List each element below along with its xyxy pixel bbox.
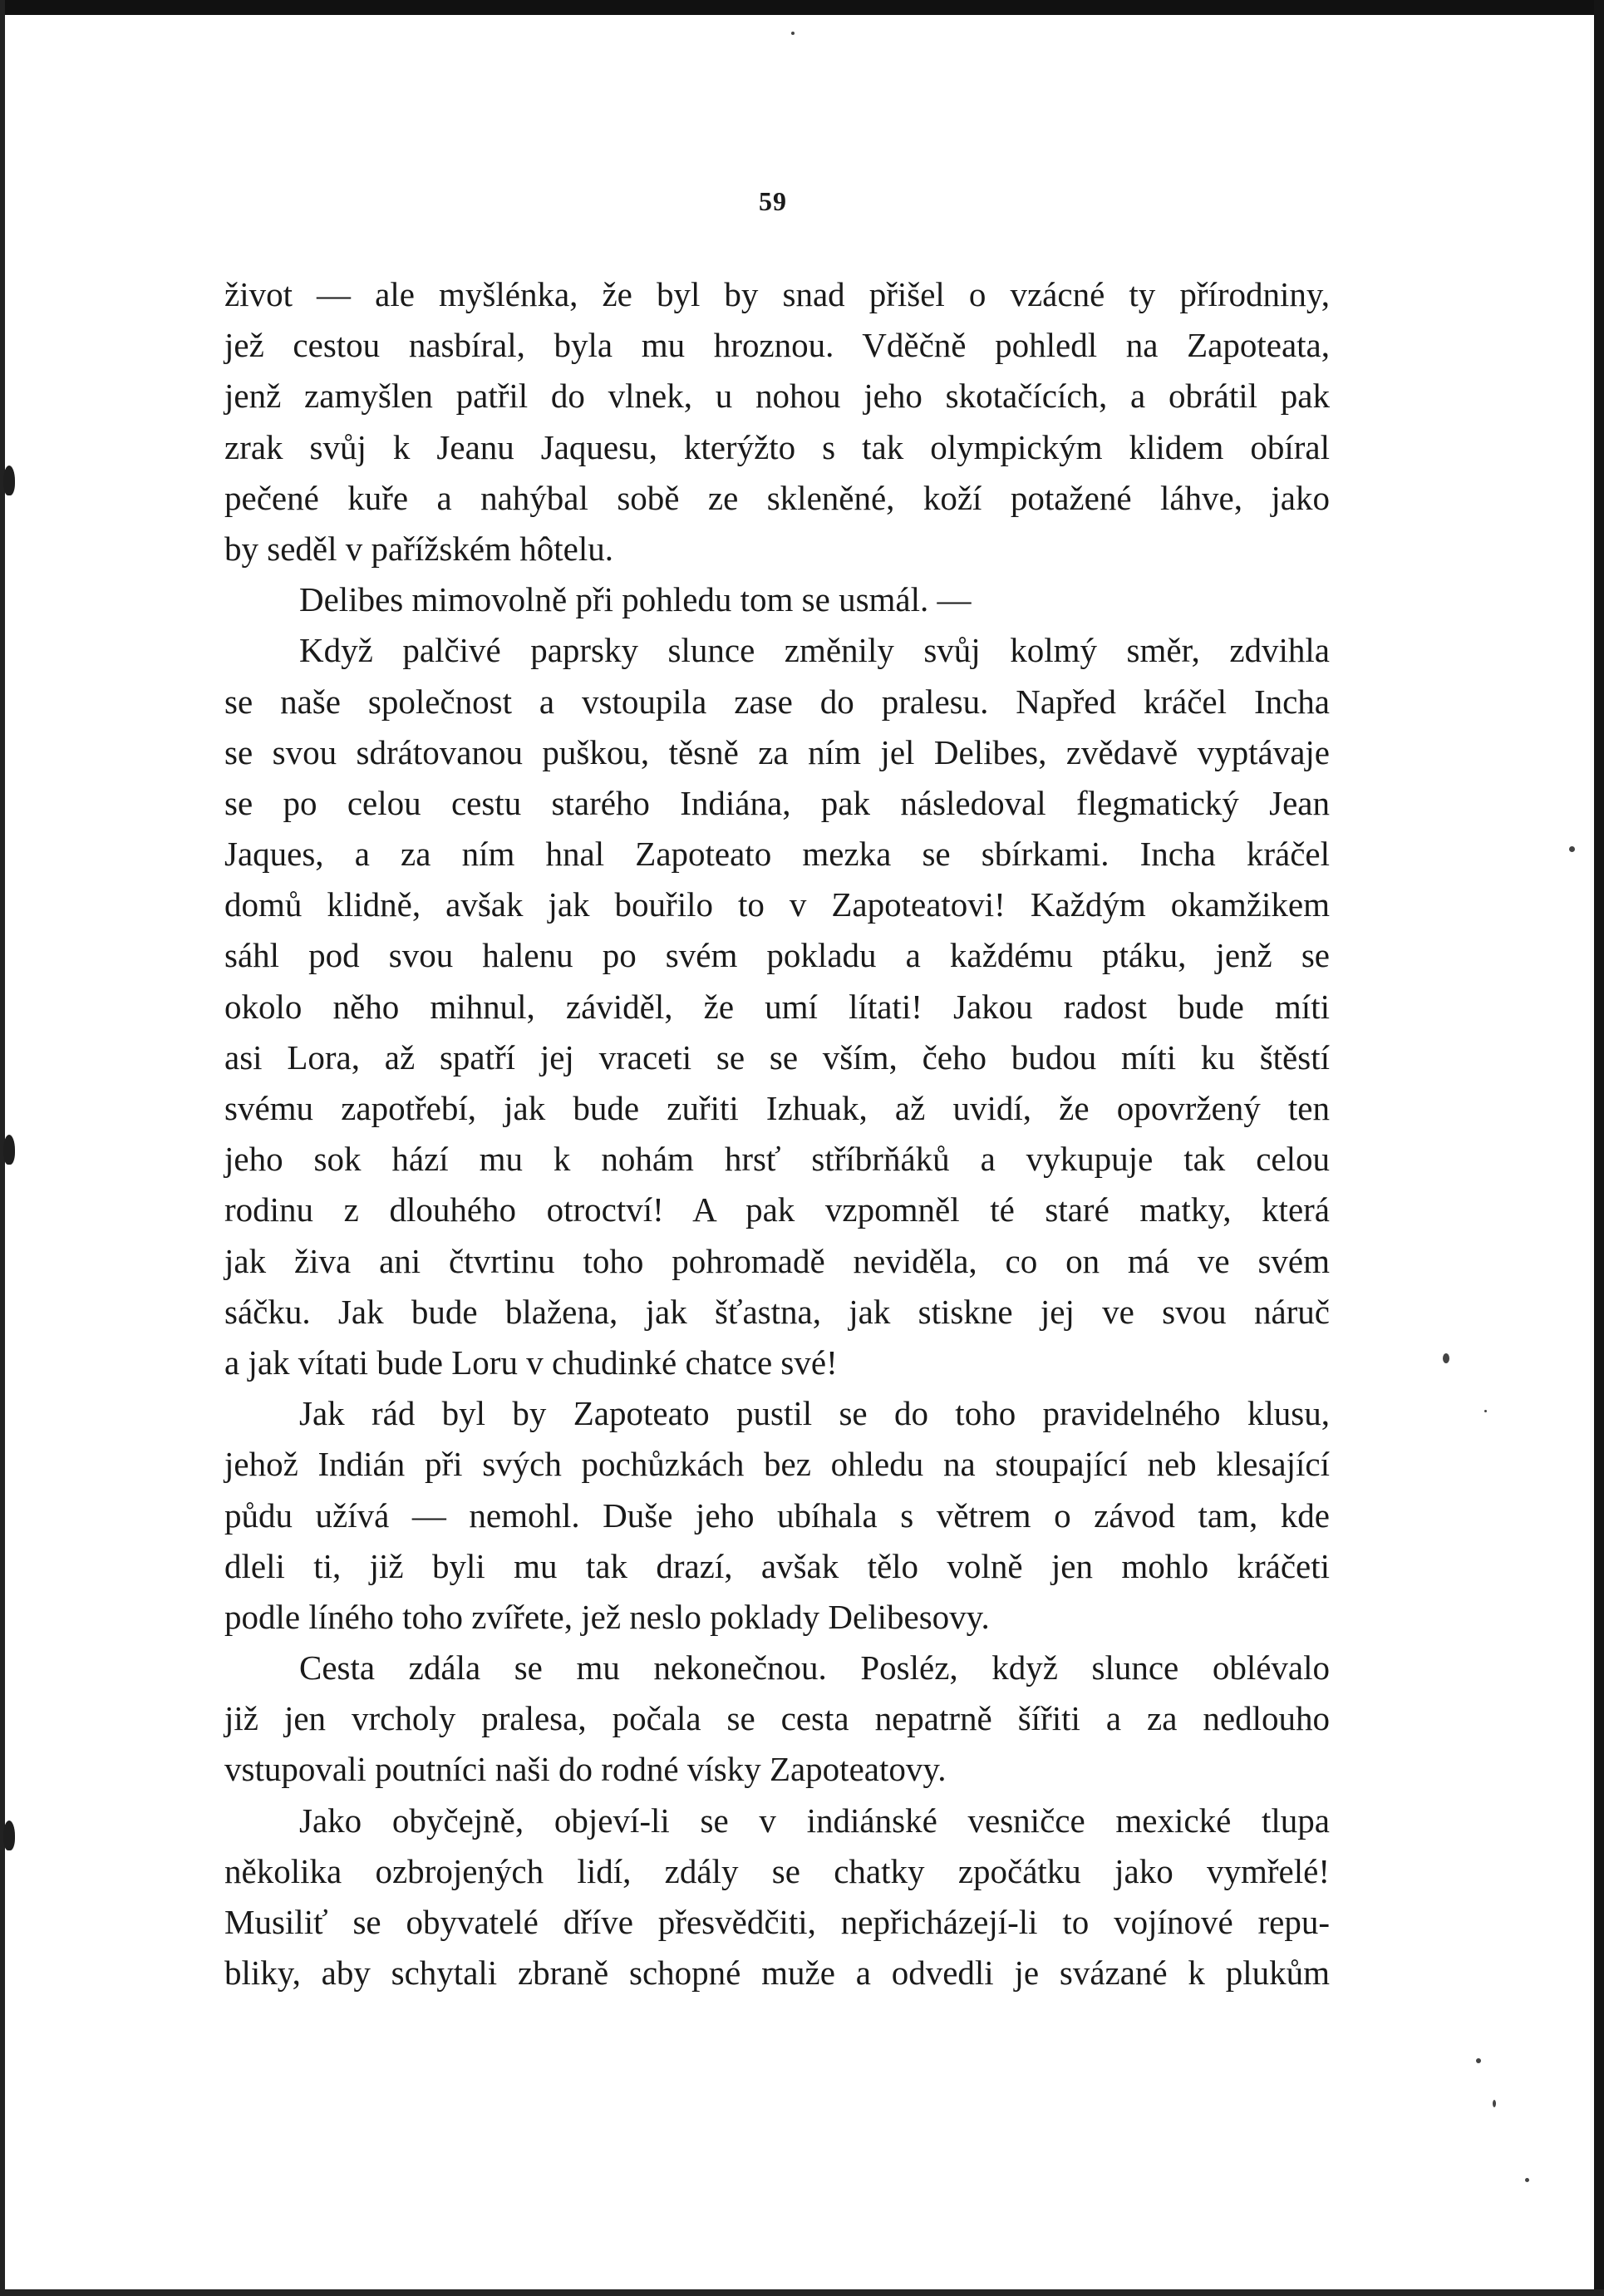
scan-speck (1493, 2100, 1496, 2107)
text-line: jeho sok hází mu k nohám hrsť stříbrňáků a vykupuje tak celou (224, 1140, 1330, 1179)
text-line: bliky, aby schytali zbraně schopné muže a odvedli je svázané k plukům (224, 1954, 1330, 1993)
text-line: se po celou cestu starého Indiána, pak následoval flegmatický Jean (224, 783, 1330, 822)
scan-speck (1443, 1353, 1449, 1363)
scan-speck (791, 32, 795, 35)
text-line: jehož Indián při svých pochůzkách bez ohledu na stoupající neb klesající (224, 1445, 1330, 1484)
text-line: Jaques, a za ním hnal Zapoteato mezka se sbírkami. Incha kráčel (224, 835, 1330, 874)
text-line: jak živa ani čtvrtinu toho pohromadě neviděla, co on má ve svém (224, 1241, 1330, 1280)
scan-speck (1476, 2058, 1481, 2063)
binding-mark (3, 1135, 15, 1165)
text-line: okolo něho mihnul, záviděl, že umí lítati! Jakou radost bude míti (224, 987, 1330, 1026)
text-line: několika ozbrojených lidí, zdály se chatky zpočátku jako vymřelé! (224, 1851, 1330, 1890)
text-line: pečené kuře a nahýbal sobě ze skleněné, koží potažené láhve, jako (224, 478, 1330, 517)
text-line: podle líného toho zvířete, jež neslo poklady Delibesovy. (224, 1597, 990, 1636)
text-line: Když palčivé paprsky slunce změnily svůj kolmý směr, zdvihla (299, 631, 1330, 670)
text-line: se naše společnost a vstoupila zase do pralesu. Napřed kráčel Incha (224, 682, 1330, 721)
text-line: zrak svůj k Jeanu Jaquesu, kterýžto s tak olympickým klidem obíral (224, 427, 1330, 466)
text-line: dleli ti, již byli mu tak drazí, avšak tělo volně jen mohlo kráčeti (224, 1546, 1330, 1585)
text-line: se svou sdrátovanou puškou, těsně za ním jel Delibes, zvědavě vyptávaje (224, 732, 1330, 771)
text-line: již jen vrcholy pralesa, počala se cesta nepatrně šířiti a za nedlouho (224, 1699, 1330, 1738)
text-line: domů klidně, avšak jak bouřilo to v Zapoteatovi! Každým okamžikem (224, 885, 1330, 924)
binding-mark (3, 1821, 15, 1850)
scan-top-edge (0, 0, 1604, 15)
text-line: Delibes mimovolně při pohledu tom se usmál. — (299, 580, 972, 619)
text-line: Musiliť se obyvatelé dříve přesvědčiti, nepřicházejí-li to vojínové repu- (224, 1903, 1330, 1941)
scan-speck (1569, 846, 1575, 852)
text-line: asi Lora, až spatří jej vraceti se se vším, čeho budou míti ku štěstí (224, 1037, 1330, 1077)
text-line: svému zapotřebí, jak bude zuřiti Izhuak, až uvidí, že opovržený ten (224, 1089, 1330, 1127)
text-line: sáčku. Jak bude blažena, jak šťastna, jak stiskne jej ve svou náruč (224, 1292, 1330, 1331)
page-number: 59 (759, 186, 787, 216)
text-line: jenž zamyšlen patřil do vlnek, u nohou jeho skotačících, a obrátil pak (224, 377, 1330, 416)
binding-mark (3, 466, 15, 495)
scan-speck (1484, 1410, 1487, 1412)
text-line: Cesta zdála se mu nekonečnou. Posléz, když slunce oblévalo (299, 1648, 1330, 1688)
scan-speck (1525, 2178, 1529, 2182)
text-line: by seděl v pařížském hôtelu. (224, 529, 613, 568)
text-line: život — ale myšlénka, že byl by snad přišel o vzácné ty přírodniny, (224, 275, 1330, 313)
text-line: půdu užívá — nemohl. Duše jeho ubíhala s větrem o závod tam, kde (224, 1495, 1330, 1535)
text-line: vstupovali poutníci naši do rodné vísky Zapoteatovy. (224, 1750, 947, 1789)
scan-bottom-edge (0, 2289, 1604, 2296)
scan-right-edge (1594, 0, 1604, 2296)
body-text (224, 269, 1330, 1998)
text-line: jež cestou nasbíral, byla mu hroznou. Vděčně pohledl na Zapoteata, (224, 326, 1330, 365)
text-line: Jako obyčejně, objeví-li se v indiánské vesničce mexické tlupa (299, 1801, 1330, 1840)
text-line: Jak rád byl by Zapoteato pustil se do toho pravidelného klusu, (299, 1394, 1330, 1433)
text-line: rodinu z dlouhého otroctví! A pak vzpomněl té staré matky, která (224, 1190, 1330, 1229)
text-line: sáhl pod svou halenu po svém pokladu a každému ptáku, jenž se (224, 936, 1330, 975)
text-line: a jak vítati bude Loru v chudinké chatce své! (224, 1343, 838, 1382)
